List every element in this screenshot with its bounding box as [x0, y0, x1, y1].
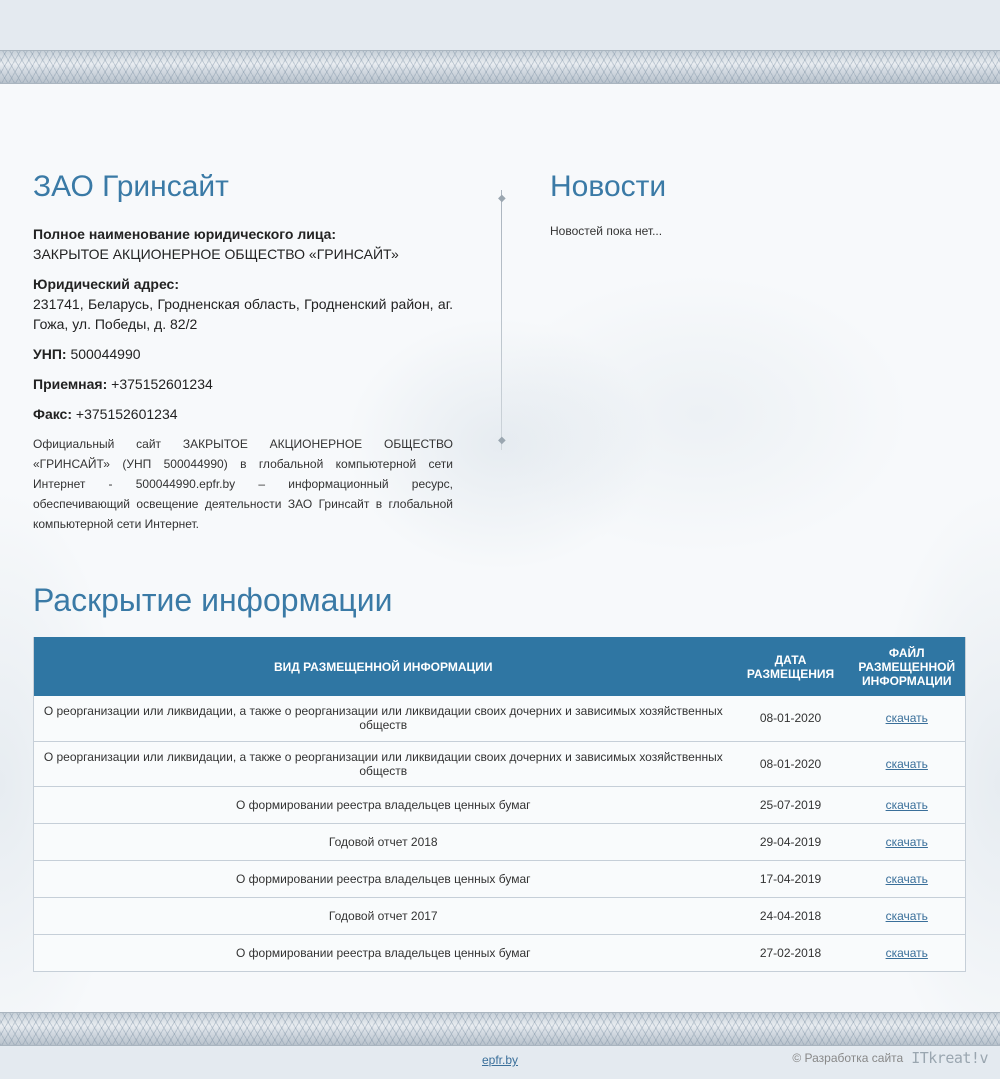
- download-link[interactable]: скачать: [885, 945, 928, 960]
- full-name-field: [33, 224, 453, 264]
- row-date: 08-01-2020: [733, 741, 849, 786]
- footer-ornament: [0, 1012, 1000, 1046]
- company-info: [33, 170, 453, 534]
- disclosure-title: Раскрытие информации: [33, 582, 393, 618]
- download-link[interactable]: скачать: [885, 908, 928, 923]
- table-header-row: [34, 637, 966, 696]
- table-row: [34, 741, 966, 786]
- address-field: [33, 274, 453, 334]
- developer-logo[interactable]: ITkreat!v: [911, 1049, 988, 1067]
- unp-label: УНП:: [33, 346, 67, 362]
- row-file-cell: [849, 786, 966, 823]
- row-kind: О реорганизации или ликвидации, а также о реорганизации или ликвидации своих дочерних и зависимых хозяйственных обществ: [34, 696, 733, 741]
- header-date: ДАТА РАЗМЕЩЕНИЯ: [733, 637, 849, 696]
- row-date: 25-07-2019: [733, 786, 849, 823]
- table-row: [34, 860, 966, 897]
- reception-value: +375152601234: [111, 376, 213, 392]
- download-link[interactable]: скачать: [885, 711, 928, 726]
- row-date: 27-02-2018: [733, 934, 849, 971]
- row-date: 17-04-2019: [733, 860, 849, 897]
- unp-value: 500044990: [70, 346, 141, 362]
- news-title: Новости: [550, 170, 667, 203]
- row-file-cell: [849, 696, 966, 741]
- column-divider: [501, 190, 502, 450]
- footer-developer: [792, 1049, 988, 1067]
- row-kind: О формировании реестра владельцев ценных бумаг: [34, 934, 733, 971]
- row-kind: О формировании реестра владельцев ценных бумаг: [34, 786, 733, 823]
- download-link[interactable]: скачать: [885, 834, 928, 849]
- header-ornament: [0, 50, 1000, 84]
- divider-top-ornament: ◆: [498, 193, 506, 204]
- unp-field: [33, 344, 453, 364]
- row-date: 08-01-2020: [733, 696, 849, 741]
- row-date: 29-04-2019: [733, 823, 849, 860]
- row-file-cell: [849, 741, 966, 786]
- disclosure-table: [33, 637, 966, 972]
- row-kind: Годовой отчет 2017: [34, 897, 733, 934]
- row-file-cell: [849, 860, 966, 897]
- address-label: Юридический адрес:: [33, 276, 179, 292]
- table-row: [34, 786, 966, 823]
- top-bar: [0, 0, 1000, 50]
- fax-field: [33, 404, 453, 424]
- row-kind: Годовой отчет 2018: [34, 823, 733, 860]
- header-kind: ВИД РАЗМЕЩЕННОЙ ИНФОРМАЦИИ: [34, 637, 733, 696]
- fax-value: +375152601234: [75, 406, 178, 422]
- company-title: ЗАО Гринсайт: [33, 170, 229, 203]
- row-kind: О реорганизации или ликвидации, а также о реорганизации или ликвидации своих дочерних и зависимых хозяйственных обществ: [34, 741, 733, 786]
- full-name-label: Полное наименование юридического лица:: [33, 226, 337, 242]
- table-row: [34, 823, 966, 860]
- news-section: [550, 170, 970, 238]
- reception-field: [33, 374, 453, 394]
- download-link[interactable]: скачать: [885, 756, 928, 771]
- full-name-value: ЗАКРЫТОЕ АКЦИОНЕРНОЕ ОБЩЕСТВО «ГРИНСАЙТ»: [33, 246, 399, 262]
- header-file: ФАЙЛ РАЗМЕЩЕННОЙ ИНФОРМАЦИИ: [849, 637, 966, 696]
- row-date: 24-04-2018: [733, 897, 849, 934]
- news-empty-message: Новостей пока нет...: [550, 224, 663, 238]
- developer-credit: © Разработка сайта: [792, 1051, 904, 1065]
- row-file-cell: [849, 823, 966, 860]
- download-link[interactable]: скачать: [885, 871, 928, 886]
- download-link[interactable]: скачать: [885, 797, 928, 812]
- address-value: 231741, Беларусь, Гродненская область, Гродненский район, аг. Гожа, ул. Победы, д. 82/2: [33, 296, 453, 332]
- table-row: [34, 897, 966, 934]
- table-row: [34, 934, 966, 971]
- footer-site-link[interactable]: epfr.by: [481, 1053, 519, 1067]
- about-text: Официальный сайт ЗАКРЫТОЕ АКЦИОНЕРНОЕ ОБЩЕСТВО «ГРИНСАЙТ» (УНП 500044990) в глобальной компьютерной сети Интернет - 500044990.epfr.by – информационный ресурс, обеспечивающий освещение деятельности ЗАО Гринсайт в глобальной компьютерной сети Интернет.: [33, 437, 453, 531]
- table-row: [34, 696, 966, 741]
- reception-label: Приемная:: [33, 376, 108, 392]
- divider-bottom-ornament: ◆: [498, 435, 506, 446]
- row-file-cell: [849, 897, 966, 934]
- row-kind: О формировании реестра владельцев ценных бумаг: [34, 860, 733, 897]
- fax-label: Факс:: [33, 406, 73, 422]
- row-file-cell: [849, 934, 966, 971]
